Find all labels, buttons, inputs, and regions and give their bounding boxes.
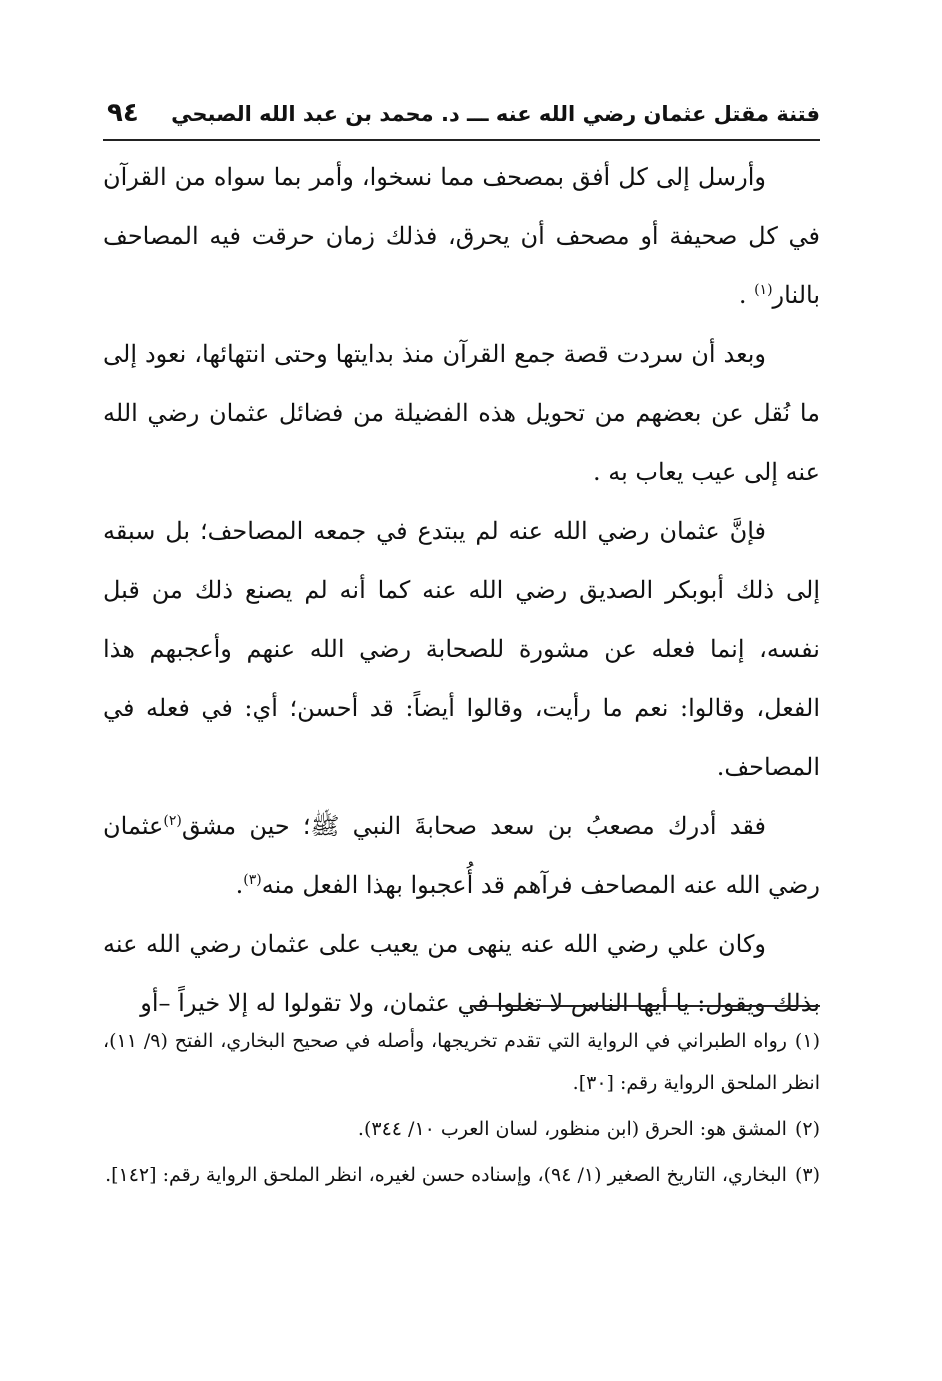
paragraph-1-tail: . <box>738 281 755 309</box>
running-header <box>103 96 820 136</box>
paragraph-3 <box>103 502 820 797</box>
footnote-1-text: رواه الطبراني في الرواية التي تقدم تخريجها، وأصله في صحيح البخاري، الفتح (٩/ ١١)، انظر الملحق الرواية رقم: [٣٠]. <box>103 1030 820 1094</box>
footnote-marker-3: (٣) <box>243 872 262 888</box>
footnote-2 <box>103 1108 820 1150</box>
paragraph-5 <box>103 915 820 1033</box>
footnotes <box>103 1020 820 1200</box>
footnote-divider <box>470 1005 820 1007</box>
header-divider <box>103 139 820 141</box>
paragraph-4-tail: . <box>235 871 244 899</box>
paragraph-1-text: وأرسل إلى كل أفق بمصحف مما نسخوا، وأمر بما سواه من القرآن في كل صحيفة أو مصحف أن يحرق، فذلك زمان حرقت فيه المصاحف بالنار <box>103 163 820 309</box>
footnote-2-number: (٢) <box>794 1118 820 1140</box>
paragraph-3-text: فإنَّ عثمان رضي الله عنه لم يبتدع في جمعه المصاحف؛ بل سبقه إلى ذلك أبوبكر الصديق رضي الله عنه كما أنه لم يصنع ذلك من قبل نفسه، إنما فعله عن مشورة للصحابة رضي الله عنهم وأعجبهم هذا الفعل، وقالوا: نعم ما رأيت، وقالوا أيضاً: قد أحسن؛ أي: في فعله في المصاحف. <box>103 517 820 781</box>
footnote-3-text: البخاري، التاريخ الصغير (١/ ٩٤)، وإسناده حسن لغيره، انظر الملحق الرواية رقم: [١٤٢]. <box>105 1164 787 1186</box>
footnote-2-text: المشق هو: الحرق (ابن منظور، لسان العرب ١٠/ ٣٤٤). <box>357 1118 787 1140</box>
footnote-1 <box>103 1020 820 1104</box>
footnote-1-number: (١) <box>794 1030 820 1052</box>
paragraph-2 <box>103 325 820 502</box>
main-text <box>103 148 820 1033</box>
paragraph-1 <box>103 148 820 325</box>
paragraph-5-text: وكان علي رضي الله عنه ينهى من يعيب على عثمان رضي الله عنه بذلك ويقول: يا أيها الناس لا تغلوا في عثمان، ولا تقولوا له إلا خيراً –أو <box>103 930 820 1017</box>
footnote-marker-1: (١) <box>754 282 773 298</box>
footnote-3 <box>103 1154 820 1196</box>
paragraph-4-text-middle: عثمان رضي الله عنه المصاحف فرآهم قد أُعجبوا بهذا الفعل منه <box>103 812 820 899</box>
footnote-3-number: (٣) <box>794 1164 820 1186</box>
footnote-marker-2: (٢) <box>163 813 182 829</box>
paragraph-4-text-before: فقد أدرك مصعبُ بن سعد صحابةَ النبي ﷺ؛ حين مشق <box>181 812 766 840</box>
page-number: ٩٤ <box>107 98 139 128</box>
running-header-title: فتنة مقتل عثمان رضي الله عنه ـــ د. محمد بن عبد الله الصبحي <box>171 102 820 126</box>
paragraph-4 <box>103 797 820 915</box>
paragraph-2-text: وبعد أن سردت قصة جمع القرآن منذ بدايتها وحتى انتهائها، نعود إلى ما نُقل عن بعضهم من تحويل هذه الفضيلة من فضائل عثمان رضي الله عنه إلى عيب يعاب به . <box>103 340 820 486</box>
